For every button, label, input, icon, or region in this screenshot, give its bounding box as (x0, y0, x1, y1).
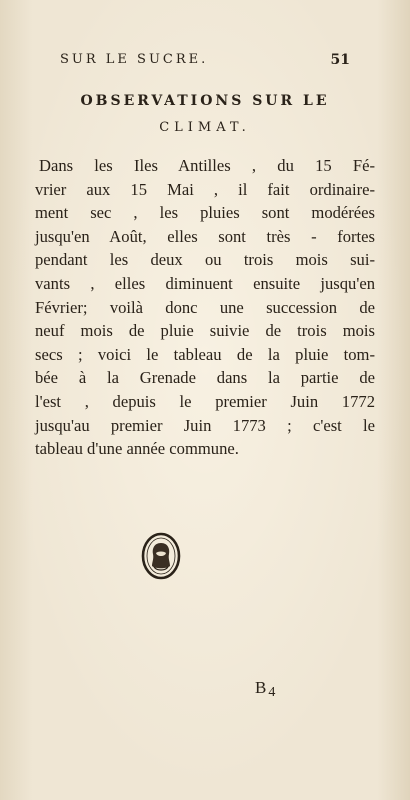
text-line: vrier aux 15 Mai , il fait ordinaire- (35, 179, 375, 199)
library-stamp-icon (140, 531, 182, 581)
text-line: Dans les Iles Antilles , du 15 Fé- (39, 156, 375, 175)
text-line: l'est , depuis le premier Juin 1772 (35, 391, 375, 411)
signature-letter: B (255, 678, 269, 697)
running-head (60, 52, 350, 72)
text-line: jusqu'au premier Juin 1773 ; c'est le (35, 415, 375, 435)
text-line: vants , elles diminuent ensuite jusqu'en (35, 273, 375, 293)
signature-number: 4 (268, 685, 278, 700)
signature-mark (255, 678, 277, 698)
body-paragraph (35, 154, 375, 461)
text-line: pendant les deux ou trois mois sui- (35, 250, 375, 270)
text-line: bée à la Grenade dans la partie de (35, 368, 375, 388)
text-line: secs ; voici le tableau de la pluie tom- (35, 344, 375, 364)
section-heading-line1: OBSERVATIONS SUR LE (80, 93, 330, 109)
running-head-title: SUR LE SUCRE. (60, 52, 209, 67)
section-heading-line2: CLIMAT. (159, 120, 251, 135)
text-line: ment sec , les pluies sont modérées (35, 203, 375, 223)
text-line: tableau d'une année commune. (35, 439, 239, 459)
page-number: 51 (330, 52, 350, 68)
text-line: neuf mois de pluie suivie de trois mois (35, 321, 375, 341)
text-line: Février; voilà donc une succession de (35, 297, 375, 317)
text-line: jusqu'en Août, elles sont très - fortes (35, 226, 375, 246)
